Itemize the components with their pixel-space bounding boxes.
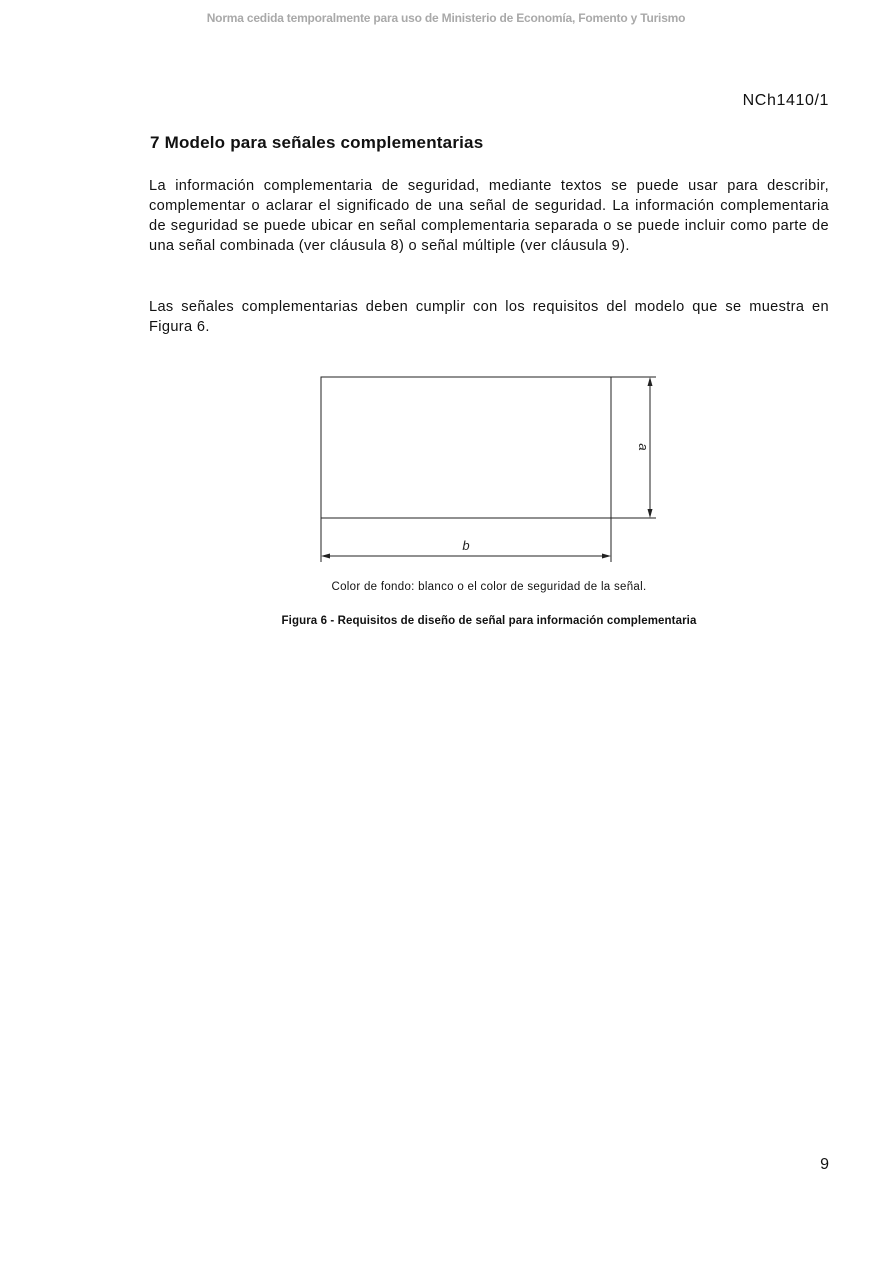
figure-caption: Figura 6 - Requisitos de diseño de señal para información complementaria bbox=[281, 615, 697, 627]
paragraph-2: Las señales complementarias deben cumplir con los requisitos del modelo que se muestra en Figura 6. bbox=[149, 299, 829, 335]
figure-6-diagram bbox=[310, 368, 670, 568]
paragraph-1: La información complementaria de seguridad, mediante textos se puede usar para describir, complementar o aclarar el significado de una señal de seguridad. La información complementaria de seguridad se puede ubicar en señal complementaria separada o se puede incluir como parte de una señal combinada (ver cláusula 8) o señal múltiple (ver cláusula 9). bbox=[149, 178, 829, 254]
watermark: Norma cedida temporalmente para uso de Ministerio de Economía, Fomento y Turismo bbox=[206, 11, 686, 25]
document-code: NCh1410/1 bbox=[742, 92, 829, 109]
sign-rectangle bbox=[321, 377, 611, 518]
figure-note: Color de fondo: blanco o el color de seguridad de la señal. bbox=[331, 581, 647, 593]
page-number: 9 bbox=[820, 1156, 829, 1173]
dimension-a-label: a bbox=[636, 443, 651, 451]
dimension-b bbox=[321, 554, 611, 559]
dimension-b-label: b bbox=[462, 538, 470, 553]
section-title: 7 Modelo para señales complementarias bbox=[150, 133, 484, 152]
